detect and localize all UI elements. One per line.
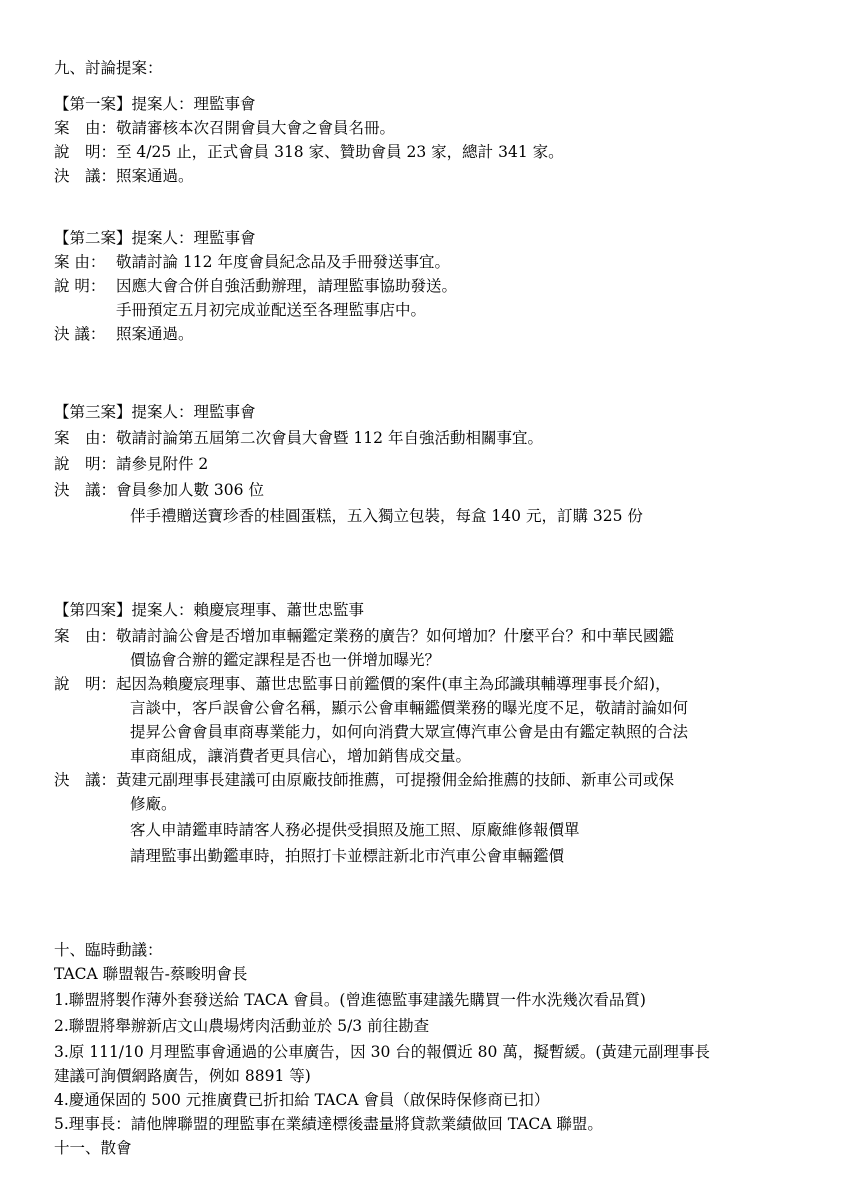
motion-line: 2.聯盟將舉辦新店文山農場烤肉活動並於 5/3 前往勘查 — [54, 1017, 430, 1035]
motion-line: 3.原 111/10 月理監事會通過的公車廣告，因 30 台的報價近 80 萬，擬暫緩。(黃建元副理事長 — [54, 1043, 710, 1061]
resolution-text: 客人申請鑑車時請客人務必提供受損照及施工照、原廠維修報價單 — [130, 821, 580, 839]
explanation-label: 說 明： — [54, 277, 106, 295]
resolution-text: 照案通過。 — [116, 167, 194, 185]
explanation-text: 因應大會合併自強活動辦理，請理監事協助發送。 — [116, 277, 458, 295]
explanation-text: 言談中，客戶誤會公會名稱，顯示公會車輛鑑價業務的曝光度不足，敬請討論如何 — [130, 699, 689, 717]
reason-text: 敬請討論 112 年度會員紀念品及手冊發送事宜。 — [116, 253, 450, 271]
reason-label: 案 由： — [54, 253, 106, 271]
reason-label: 案 由： — [54, 119, 117, 137]
resolution-text: 伴手禮贈送寶珍香的桂圓蛋糕，五入獨立包裝，每盒 140 元，訂購 325 份 — [130, 507, 643, 525]
explanation-label: 說 明： — [54, 143, 117, 161]
reason-label: 案 由： — [54, 627, 117, 645]
explanation-label: 說 明： — [54, 675, 117, 693]
explanation-text: 手冊預定五月初完成並配送至各理監事店中。 — [116, 301, 427, 319]
reason-text: 敬請審核本次召開會員大會之會員名冊。 — [116, 119, 396, 137]
motion-line: 1.聯盟將製作薄外套發送給 TACA 會員。(曾進德監事建議先購買一件水洗幾次看品質) — [54, 991, 646, 1009]
section-heading: 十、臨時動議： — [54, 941, 163, 959]
explanation-text: 起因為賴慶宸理事、蕭世忠監事日前鑑價的案件(車主為邱識琪輔導理事長介紹)， — [116, 675, 671, 693]
proposal-header: 【第二案】提案人：理監事會 — [54, 229, 256, 247]
explanation-text: 車商組成，讓消費者更具信心，增加銷售成交量。 — [130, 747, 472, 765]
proposal-header: 【第一案】提案人：理監事會 — [54, 95, 256, 113]
resolution-label: 決 議： — [54, 771, 117, 789]
proposal-header: 【第三案】提案人：理監事會 — [54, 403, 256, 421]
resolution-text: 請理監事出勤鑑車時，拍照打卡並標註新北市汽車公會車輛鑑價 — [130, 847, 565, 865]
reason-text: 敬請討論公會是否增加車輛鑑定業務的廣告？如何增加？什麼平台？和中華民國鑑 — [116, 627, 675, 645]
motion-line: 5.理事長：請他牌聯盟的理監事在業績達標後盡量將貸款業績做回 TACA 聯盟。 — [54, 1115, 603, 1133]
resolution-text: 黃建元副理事長建議可由原廠技師推薦，可提撥佣金給推薦的技師、新車公司或保 — [116, 771, 675, 789]
resolution-label: 決 議： — [54, 481, 117, 499]
motion-line: 4.慶通保固的 500 元推廣費已折扣給 TACA 會員（啟保時保修商已扣） — [54, 1091, 550, 1109]
reason-label: 案 由： — [54, 429, 117, 447]
reason-text: 價協會合辦的鑑定課程是否也一併增加曝光？ — [130, 651, 441, 669]
explanation-label: 說 明： — [54, 455, 117, 473]
resolution-text: 修廠。 — [130, 795, 177, 813]
resolution-text: 會員參加人數 306 位 — [116, 481, 264, 499]
motion-line: TACA 聯盟報告-蔡畯明會長 — [54, 965, 248, 983]
section-heading: 十一、散會 — [54, 1139, 132, 1157]
explanation-text: 提昇公會會員車商專業能力，如何向消費大眾宣傳汽車公會是由有鑑定執照的合法 — [130, 723, 689, 741]
resolution-label: 決 議： — [54, 167, 117, 185]
resolution-text: 照案通過。 — [116, 325, 194, 343]
explanation-text: 至 4/25 止，正式會員 318 家、贊助會員 23 家，總計 341 家。 — [116, 143, 564, 161]
resolution-label: 決 議： — [54, 325, 106, 343]
section-heading: 九、討論提案： — [54, 59, 163, 77]
reason-text: 敬請討論第五屆第二次會員大會暨 112 年自強活動相關事宜。 — [116, 429, 543, 447]
motion-line: 建議可詢價網路廣告，例如 8891 等) — [54, 1067, 311, 1085]
proposal-header: 【第四案】提案人：賴慶宸理事、蕭世忠監事 — [54, 601, 365, 619]
explanation-text: 請參見附件 2 — [116, 455, 209, 473]
